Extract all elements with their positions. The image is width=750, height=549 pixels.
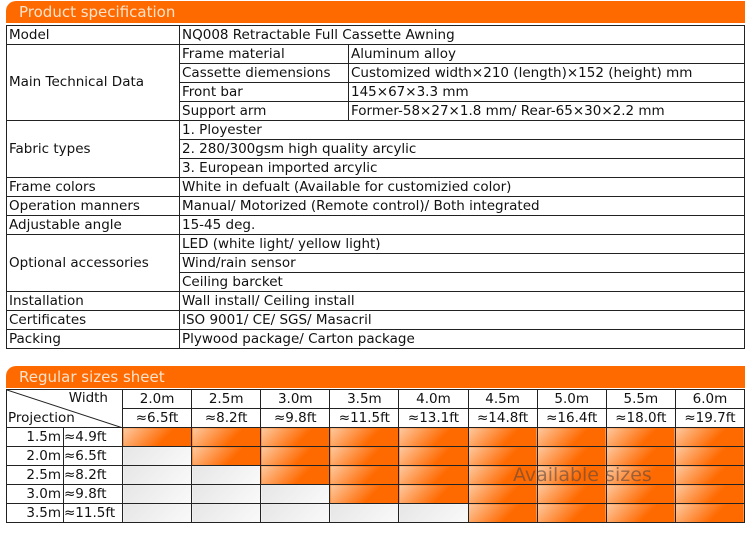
sub-label: Support arm [180,102,349,121]
available-size-cell [675,428,744,447]
width-m: 3.5m [330,390,399,409]
sub-label: Cassette diemensions [180,64,349,83]
unavailable-size-cell [192,504,261,523]
width-ft: ≈8.2ft [192,409,261,428]
available-size-cell [399,447,468,466]
available-size-cell [606,428,675,447]
available-size-cell [675,485,744,504]
table-row [7,485,745,504]
spec-header: Product specification [6,1,745,23]
available-size-cell [399,466,468,485]
sizes-table [6,389,745,523]
width-m: 2.0m [123,390,192,409]
projection-ft: ≈8.2ft [64,466,123,485]
sub-label: Front bar [180,83,349,102]
row-value: Aluminum alloy [349,45,745,64]
available-size-cell [537,504,606,523]
row-label: Certificates [7,311,180,330]
row-value: 145×67×3.3 mm [349,83,745,102]
row-value: Wall install/ Ceiling install [180,292,745,311]
table-row [7,26,745,45]
row-label: Operation manners [7,197,180,216]
available-size-cell [537,447,606,466]
available-size-cell [192,428,261,447]
available-size-cell [468,428,537,447]
available-size-cell [606,447,675,466]
row-value: Ceiling barcket [180,273,745,292]
row-value: ISO 9001/ CE/ SGS/ Masacril [180,311,745,330]
row-value: Plywood package/ Carton package [180,330,745,349]
projection-ft: ≈11.5ft [64,504,123,523]
row-label: Optional accessories [7,235,180,292]
row-value: 3. European imported arcylic [180,159,745,178]
unavailable-size-cell [123,485,192,504]
available-size-cell [675,447,744,466]
available-size-cell [537,428,606,447]
spec-table [6,25,745,349]
available-size-cell [606,504,675,523]
row-value: 15-45 deg. [180,216,745,235]
available-size-cell [330,447,399,466]
row-value: NQ008 Retractable Full Cassette Awning [180,26,745,45]
width-m: 2.5m [192,390,261,409]
sizes-header: Regular sizes sheet [6,366,745,388]
row-label: Adjustable angle [7,216,180,235]
row-value: Wind/rain sensor [180,254,745,273]
projection-ft: ≈4.9ft [64,428,123,447]
projection-m: 2.5m [7,466,64,485]
table-row [7,428,745,447]
projection-ft: ≈6.5ft [64,447,123,466]
row-value: Customized width×210 (length)×152 (height) mm [349,64,745,83]
projection-m: 2.0m [7,447,64,466]
unavailable-size-cell [192,466,261,485]
unavailable-size-cell [399,504,468,523]
width-ft: ≈11.5ft [330,409,399,428]
width-m: 4.5m [468,390,537,409]
available-size-cell [675,504,744,523]
row-label: Fabric types [7,121,180,178]
available-size-cell [330,485,399,504]
row-value: 1. Ployester [180,121,745,140]
row-value: White in defualt (Available for customizied color) [180,178,745,197]
row-label: Main Technical Data [7,45,180,121]
width-m: 6.0m [675,390,744,409]
projection-m: 3.0m [7,485,64,504]
width-m: 4.0m [399,390,468,409]
available-size-cell [330,466,399,485]
width-m: 3.0m [261,390,330,409]
row-label: Installation [7,292,180,311]
unavailable-size-cell [192,485,261,504]
unavailable-size-cell [261,485,330,504]
width-ft: ≈16.4ft [537,409,606,428]
available-size-cell [261,466,330,485]
unavailable-size-cell [123,504,192,523]
row-label: Packing [7,330,180,349]
corner-cell [7,390,123,428]
width-m: 5.0m [537,390,606,409]
available-size-cell [399,428,468,447]
row-value: Manual/ Motorized (Remote control)/ Both integrated [180,197,745,216]
row-value: LED (white light/ yellow light) [180,235,745,254]
row-label: Model [7,26,180,45]
row-value: Former-58×27×1.8 mm/ Rear-65×30×2.2 mm [349,102,745,121]
unavailable-size-cell [330,504,399,523]
available-size-cell [399,485,468,504]
available-size-cell [330,428,399,447]
available-size-cell [192,447,261,466]
available-size-cell [606,485,675,504]
table-row [7,447,745,466]
available-size-cell [468,447,537,466]
width-ft: ≈19.7ft [675,409,744,428]
width-ft: ≈9.8ft [261,409,330,428]
available-size-cell [675,466,744,485]
available-size-cell [537,485,606,504]
projection-label: Projection [8,410,75,426]
unavailable-size-cell [261,504,330,523]
projection-m: 1.5m [7,428,64,447]
width-ft: ≈14.8ft [468,409,537,428]
width-ft: ≈18.0ft [606,409,675,428]
available-sizes-label: Available sizes [513,464,652,486]
width-ft: ≈13.1ft [399,409,468,428]
available-size-cell [123,428,192,447]
width-ft: ≈6.5ft [123,409,192,428]
row-value: 2. 280/300gsm high quality arcylic [180,140,745,159]
row-label: Frame colors [7,178,180,197]
available-size-cell [468,504,537,523]
sub-label: Frame material [180,45,349,64]
unavailable-size-cell [123,447,192,466]
projection-ft: ≈9.8ft [64,485,123,504]
available-size-cell [261,428,330,447]
available-size-cell [261,447,330,466]
table-row [7,504,745,523]
projection-m: 3.5m [7,504,64,523]
width-label: Width [68,390,108,406]
available-size-cell [468,485,537,504]
unavailable-size-cell [123,466,192,485]
width-m: 5.5m [606,390,675,409]
